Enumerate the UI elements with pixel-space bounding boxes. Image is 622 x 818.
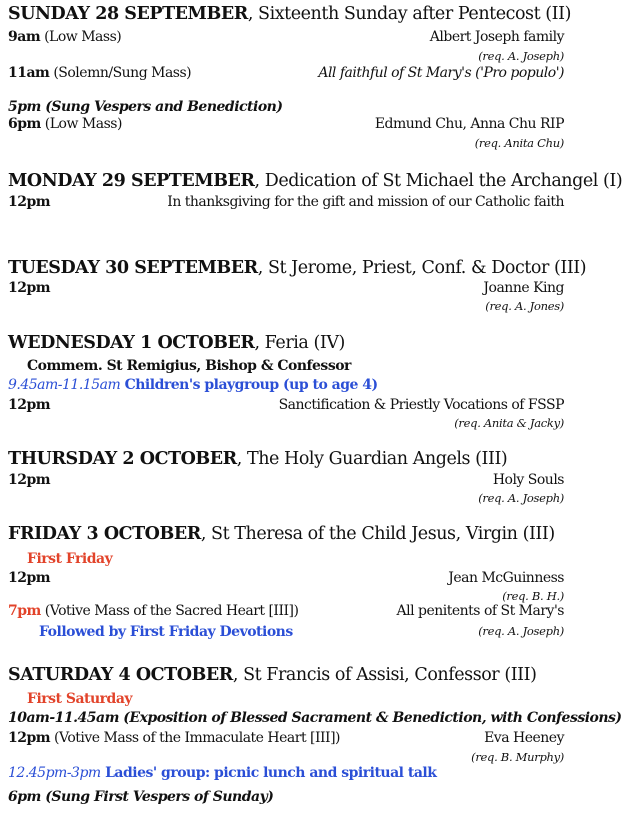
tuesday-req-row: [8, 299, 564, 313]
mass-requester: (req. B. Murphy): [471, 750, 564, 764]
saturday-title: , St Francis of Assisi, Confessor (III): [232, 665, 537, 685]
mass-time: 11am: [8, 65, 50, 81]
thursday-heading: [8, 449, 564, 469]
mass-time: 12pm: [8, 730, 51, 746]
wednesday-commemoration: Commem. St Remigius, Bishop & Confessor: [27, 358, 351, 374]
sunday-solemn-mass: [8, 65, 564, 81]
wednesday-playgroup: [8, 377, 564, 393]
saturday-date: SATURDAY 4 OCTOBER: [8, 665, 233, 685]
tuesday-mass: [8, 280, 564, 296]
mass-type: (Low Mass): [40, 116, 122, 132]
saturday-votive-mass: [8, 730, 564, 746]
thursday-req-row: [8, 491, 564, 505]
mass-time: 12pm: [8, 472, 51, 488]
tuesday-heading: [8, 258, 587, 278]
wednesday-heading: [8, 333, 564, 353]
sunday-heading: [8, 4, 571, 24]
mass-time: 9am: [8, 29, 41, 45]
playgroup-time: 9.45am-11.15am: [8, 377, 121, 393]
mass-requester: (req. B. H.): [502, 589, 564, 603]
sunday-date: SUNDAY 28 SEPTEMBER: [8, 4, 248, 24]
wednesday-title: , Feria (IV): [254, 333, 345, 353]
saturday-heading: [8, 665, 564, 685]
friday-noon-req-row: [8, 589, 564, 603]
first-saturday-label: First Saturday: [27, 691, 133, 707]
ladies-group-label: Ladies' group: picnic lunch and spiritual talk: [100, 765, 437, 781]
mass-intention: All penitents of St Mary's: [396, 603, 564, 619]
wednesday-mass: [8, 397, 564, 413]
mass-time: 12pm: [8, 280, 51, 296]
thursday-title: , The Holy Guardian Angels (III): [236, 449, 508, 469]
friday-noon-mass: [8, 570, 564, 586]
sunday-evening-req-row: [8, 136, 564, 150]
sunday-low-mass-req-row: [8, 49, 564, 63]
mass-requester: (req. A. Joseph): [478, 491, 564, 505]
sunday-evening-mass: [8, 116, 564, 132]
mass-type: (Votive Mass of the Immaculate Heart [III]): [50, 730, 341, 746]
mass-time: 7pm: [8, 603, 41, 619]
friday-date: FRIDAY 3 OCTOBER: [8, 524, 201, 544]
thursday-date: THURSDAY 2 OCTOBER: [8, 449, 237, 469]
mass-intention: In thanksgiving for the gift and mission of our Catholic faith: [167, 194, 564, 210]
saturday-ladies-group: [8, 765, 436, 781]
mass-intention: Holy Souls: [492, 472, 564, 488]
mass-time: 6pm: [8, 116, 41, 132]
ladies-group-time: 12.45pm-3pm: [8, 765, 101, 781]
mass-intention: Joanne King: [483, 280, 564, 296]
saturday-req-row: [8, 750, 564, 764]
mass-type: (Votive Mass of the Sacred Heart [III]): [40, 603, 299, 619]
thursday-mass: [8, 472, 564, 488]
mass-intention: Edmund Chu, Anna Chu RIP: [374, 116, 564, 132]
mass-requester: (req. A. Joseph): [478, 624, 564, 638]
wednesday-req-row: [8, 416, 564, 430]
mass-intention: Eva Heeney: [484, 730, 564, 746]
mass-requester: (req. A. Joseph): [478, 49, 564, 63]
mass-intention: All faithful of St Mary's ('Pro populo'): [318, 65, 564, 81]
saturday-first-vespers: 6pm (Sung First Vespers of Sunday): [8, 789, 274, 805]
mass-requester: (req. A. Jones): [485, 299, 564, 313]
tuesday-title: , St Jerome, Priest, Conf. & Doctor (III): [257, 258, 587, 278]
monday-date: MONDAY 29 SEPTEMBER: [8, 171, 255, 191]
mass-time: 12pm: [8, 194, 51, 210]
wednesday-date: WEDNESDAY 1 OCTOBER: [8, 333, 255, 353]
mass-intention: Jean McGuinness: [448, 570, 564, 586]
friday-title: , St Theresa of the Child Jesus, Virgin (III): [200, 524, 555, 544]
mass-intention: Albert Joseph family: [429, 29, 564, 45]
mass-requester: (req. Anita & Jacky): [454, 416, 564, 430]
sunday-vespers: 5pm (Sung Vespers and Benediction): [8, 99, 283, 115]
monday-title: , Dedication of St Michael the Archangel (I): [254, 171, 622, 191]
monday-mass: [8, 194, 564, 210]
mass-type: (Solemn/Sung Mass): [49, 65, 192, 81]
sunday-low-mass: [8, 29, 564, 45]
friday-heading: [8, 524, 564, 544]
monday-heading: [8, 171, 622, 191]
mass-intention: Sanctification & Priestly Vocations of FSSP: [278, 397, 564, 413]
first-friday-label: First Friday: [27, 551, 113, 567]
mass-time: 12pm: [8, 570, 51, 586]
first-friday-devotions: Followed by First Friday Devotions: [39, 624, 293, 640]
mass-requester: (req. Anita Chu): [474, 136, 564, 150]
friday-votive-mass: [8, 603, 564, 619]
sunday-title: , Sixteenth Sunday after Pentecost (II): [247, 4, 571, 24]
mass-time: 12pm: [8, 397, 51, 413]
playgroup-label: Children's playgroup (up to age 4): [120, 377, 378, 393]
tuesday-date: TUESDAY 30 SEPTEMBER: [8, 258, 258, 278]
mass-type: (Low Mass): [40, 29, 122, 45]
saturday-exposition: 10am-11.45am (Exposition of Blessed Sacrament & Benediction, with Confessions): [8, 710, 622, 726]
